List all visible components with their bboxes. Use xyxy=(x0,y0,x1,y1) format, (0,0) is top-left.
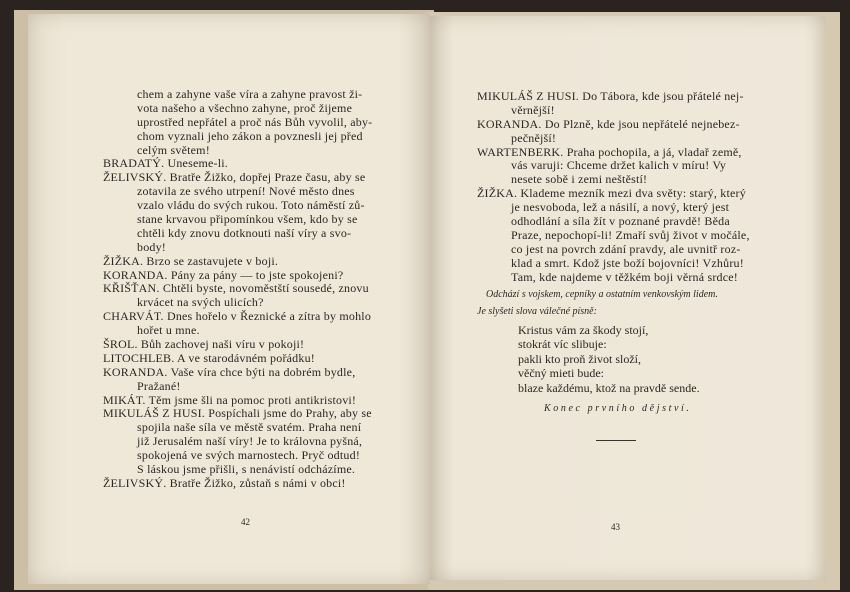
text-line xyxy=(103,296,393,310)
dialogue-text: krvácet na svých ulicích? xyxy=(137,295,264,310)
text-line xyxy=(103,241,393,255)
text-line xyxy=(477,243,767,257)
dialogue-text: již Jerusalém naší víry! Je to královna pyšná, xyxy=(137,434,363,449)
speaker-name: KORANDA. xyxy=(477,116,542,131)
text-line xyxy=(103,116,393,130)
speaker-name: KORANDA. xyxy=(103,364,168,379)
dialogue-text: Chtěli byste, novoměstští sousedé, znovu xyxy=(162,281,369,296)
right-page-text xyxy=(477,90,767,284)
text-line xyxy=(477,146,767,160)
dialogue-text: spokojená ve svých marnostech. Pryč odtud! xyxy=(137,448,361,463)
text-line xyxy=(477,201,767,215)
dialogue-text: Tam, kde najdeme v těžkém boji věrná srdce! xyxy=(511,269,739,284)
dialogue-text: Do Plzně, kde jsou nepřátelé nejnebez- xyxy=(544,116,740,131)
dialogue-text: Praha pochopila, a já, vladař země, xyxy=(566,144,742,159)
verse-line: stokrát víc slibuje: xyxy=(518,337,607,352)
dialogue-text: vzalo vládu do svých rukou. Toto náměstí zů- xyxy=(137,198,365,213)
dialogue-text: S láskou jsme přišli, s nenávistí odcházíme. xyxy=(137,462,356,477)
song-verses xyxy=(518,323,700,395)
text-line xyxy=(477,132,767,146)
text-line xyxy=(477,104,767,118)
dialogue-text: celým světem! xyxy=(137,142,210,157)
dialogue-text: vás varuji: Chceme držet kalich v míru! Vy xyxy=(511,158,727,173)
dialogue-text: Těm jsme šli na pomoc proti antikristovi! xyxy=(148,392,357,407)
dialogue-text: Pospíchali jsme do Prahy, aby se xyxy=(208,406,372,421)
text-line xyxy=(477,257,767,271)
dialogue-text: Bůh zachovej naši víru v pokoji! xyxy=(140,337,305,352)
dialogue-text: odhodlání a síla žít v poznané pravdě! Běda xyxy=(511,214,730,229)
dialogue-text: uprostřed nepřátel a proč nás Bůh vyvolil, aby- xyxy=(137,114,373,129)
text-line xyxy=(103,171,393,185)
verse-line: Kristus vám za škody stojí, xyxy=(518,323,649,337)
speaker-name: ŽELIVSKÝ. xyxy=(103,475,167,490)
dialogue-text: věrnější! xyxy=(511,102,555,117)
dialogue-text: chtěli kdy znovu dotknouti naší víry a svo- xyxy=(137,225,352,240)
speaker-name: ŽIŽKA. xyxy=(477,186,518,201)
text-line xyxy=(103,185,393,199)
dialogue-text: Do Tábora, kde jsou přátelé nej- xyxy=(582,89,744,103)
speaker-name: LITOCHLEB. xyxy=(103,350,175,365)
text-line xyxy=(477,271,767,285)
divider-rule xyxy=(596,440,636,441)
text-line xyxy=(103,324,393,338)
dialogue-text: Vaše víra chce býti na dobrém bydle, xyxy=(170,364,356,379)
text-line xyxy=(103,130,393,144)
dialogue-text: chom vyznali jeho zákon a povznesli jej před xyxy=(137,128,363,143)
text-line xyxy=(103,157,393,171)
speaker-name: MIKULÁŠ Z HUSI. xyxy=(477,89,579,103)
text-line xyxy=(103,199,393,213)
text-line xyxy=(103,421,393,435)
dialogue-text: spojila naše síla ve městě svatém. Praha není xyxy=(137,420,362,435)
text-line xyxy=(103,255,393,269)
left-page-text xyxy=(103,88,393,491)
speaker-name: ŽIŽKA. xyxy=(103,253,144,268)
dialogue-text: Pražané! xyxy=(137,378,181,393)
page-number-left: 42 xyxy=(241,517,250,527)
speaker-name: MIKULÁŠ Z HUSI. xyxy=(103,406,205,421)
text-line xyxy=(103,144,393,158)
stage-direction: Odchází s vojskem, cepníky a ostatním venkovským lidem. xyxy=(486,289,718,300)
text-line xyxy=(477,90,767,104)
verse-line: pakli kto proň život složí, xyxy=(518,351,641,366)
text-line xyxy=(103,477,393,491)
speaker-name: BRADATÝ. xyxy=(103,156,165,171)
dialogue-text: nesete sobě i zemi neštěstí! xyxy=(511,172,648,187)
speaker-name: ŠROL. xyxy=(103,337,138,352)
dialogue-text: hořet u mne. xyxy=(137,323,200,338)
dialogue-text: A ve starodávném pořádku! xyxy=(177,350,315,365)
dialogue-text: Uneseme-li. xyxy=(167,156,228,171)
dialogue-text: klad a smrt. Kdož jste boží bojovníci! Vzhůru! xyxy=(511,255,744,270)
dialogue-text: chem a zahyne vaše víra a zahyne pravost ži- xyxy=(137,87,363,101)
text-line xyxy=(103,394,393,408)
dialogue-text: Brzo se zastavujete v boji. xyxy=(146,253,279,268)
text-line xyxy=(103,380,393,394)
text-line xyxy=(103,102,393,116)
dialogue-text: vota našeho a všechno zahyne, proč žijeme xyxy=(137,100,353,115)
text-line xyxy=(477,215,767,229)
text-line xyxy=(103,435,393,449)
dialogue-text: Praze, nepochopí-li! Zmaří svůj život v močále, xyxy=(511,227,750,242)
dialogue-text: Klademe mezník mezi dva světy: starý, který xyxy=(520,186,746,201)
dialogue-text: zotavila ze svého utrpení! Nové město dnes xyxy=(137,184,355,199)
verse-line: věčný mieti bude: xyxy=(518,366,604,381)
text-line xyxy=(103,213,393,227)
text-line xyxy=(103,463,393,477)
speaker-name: WARTENBERK. xyxy=(477,144,564,159)
verse-line: blaze každému, ktož na pravdě sende. xyxy=(518,380,700,395)
speaker-name: ŽELIVSKÝ. xyxy=(103,170,167,185)
text-line xyxy=(477,118,767,132)
dialogue-text: pečnější! xyxy=(511,130,557,145)
text-line xyxy=(477,229,767,243)
end-of-act-note: Konec prvního dějství. xyxy=(544,403,692,414)
speaker-name: CHARVÁT. xyxy=(103,309,164,324)
dialogue-text: stane krvavou připomínkou všem, kdo by se xyxy=(137,212,358,227)
dialogue-text: co jest na povrch zdání pravdy, ale uvnitř roz- xyxy=(511,241,741,256)
text-line xyxy=(103,227,393,241)
dialogue-text: Pány za pány — to jste spokojeni? xyxy=(170,267,344,282)
stage-direction: Je slyšeti slova válečné písně: xyxy=(477,306,597,317)
text-line xyxy=(477,173,767,187)
dialogue-text: je nesvoboda, lež a násilí, a nový, který jest xyxy=(511,200,730,215)
text-line xyxy=(103,338,393,352)
text-line xyxy=(103,407,393,421)
dialogue-text: Bratře Žižko, zůstaň s námi v obci! xyxy=(169,475,346,490)
dialogue-text: Bratře Žižko, dopřej Praze času, aby se xyxy=(169,170,366,185)
text-line xyxy=(477,187,767,201)
text-line xyxy=(103,366,393,380)
text-line xyxy=(103,269,393,283)
speaker-name: KORANDA. xyxy=(103,267,168,282)
dialogue-text: Dnes hořelo v Řeznické a zítra by mohlo xyxy=(166,309,372,324)
text-line xyxy=(103,449,393,463)
speaker-name: MIKÁT. xyxy=(103,392,146,407)
text-line xyxy=(477,159,767,173)
dialogue-text: body! xyxy=(137,239,166,254)
text-line xyxy=(103,88,393,102)
text-line xyxy=(103,310,393,324)
speaker-name: KŘIŠŤAN. xyxy=(103,281,160,296)
page-number-right: 43 xyxy=(611,522,620,532)
text-line xyxy=(103,352,393,366)
text-line xyxy=(103,282,393,296)
